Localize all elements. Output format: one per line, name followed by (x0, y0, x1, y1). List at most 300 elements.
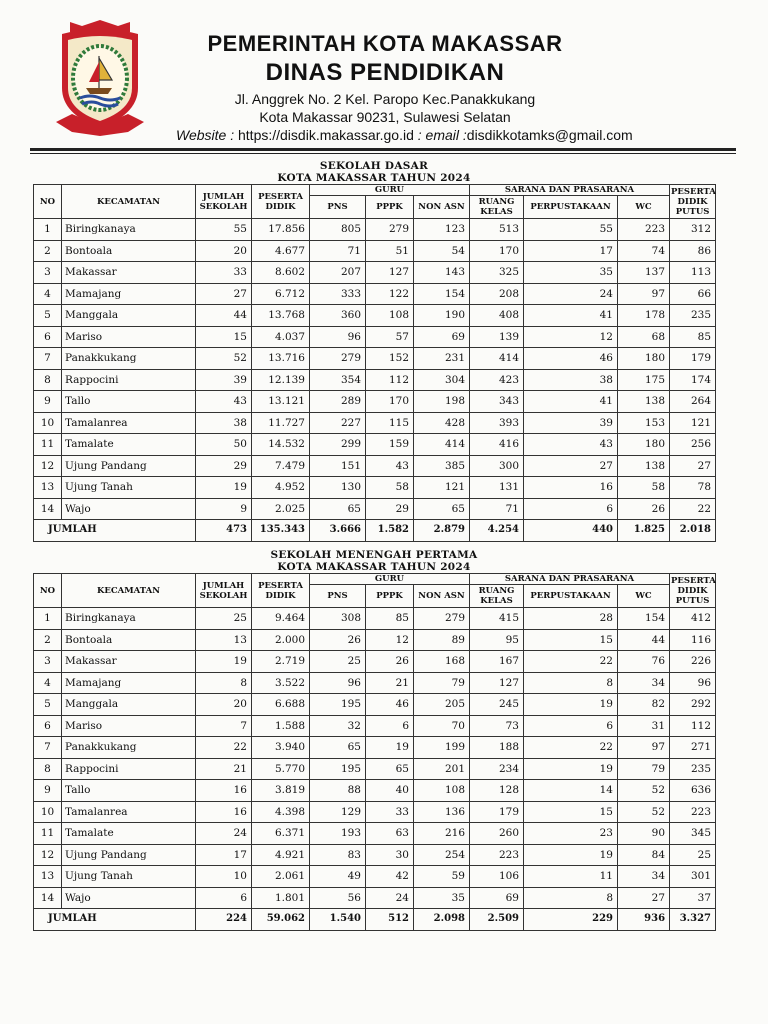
cell-wc: 1.825 (618, 520, 670, 542)
cell-pns: 299 (310, 434, 366, 456)
cell-peserta-didik: 11.727 (252, 412, 310, 434)
cell-peserta-didik: 12.139 (252, 369, 310, 391)
cell-kecamatan: Tallo (62, 391, 196, 413)
cell-peserta-didik: 2.000 (252, 629, 310, 651)
cell-pns: 354 (310, 369, 366, 391)
cell-no: 10 (34, 801, 62, 823)
cell-pppk: 46 (366, 694, 414, 716)
cell-ruang-kelas: 415 (470, 608, 524, 630)
website-link[interactable]: https://disdik.makassar.go.id (234, 127, 414, 143)
cell-wc: 180 (618, 434, 670, 456)
cell-wc: 76 (618, 651, 670, 673)
cell-non-asn: 89 (414, 629, 470, 651)
cell-pppk: 108 (366, 305, 414, 327)
cell-ruang-kelas: 414 (470, 348, 524, 370)
cell-putus: 86 (670, 240, 716, 262)
cell-putus: 66 (670, 283, 716, 305)
cell-perpustakaan: 12 (524, 326, 618, 348)
cell-jumlah-sekolah: 224 (196, 909, 252, 931)
cell-non-asn: 35 (414, 887, 470, 909)
cell-non-asn: 121 (414, 477, 470, 499)
cell-jumlah-sekolah: 15 (196, 326, 252, 348)
cell-peserta-didik: 13.768 (252, 305, 310, 327)
cell-jumlah-sekolah: 38 (196, 412, 252, 434)
table-row (34, 608, 716, 630)
smp-section (33, 549, 715, 931)
cell-ruang-kelas: 245 (470, 694, 524, 716)
cell-non-asn: 59 (414, 866, 470, 888)
cell-kecamatan: Makassar (62, 651, 196, 673)
table-row (34, 283, 716, 305)
cell-wc: 68 (618, 326, 670, 348)
cell-ruang-kelas: 71 (470, 498, 524, 520)
cell-putus: 116 (670, 629, 716, 651)
col-jumlah-sekolah (196, 574, 252, 608)
cell-wc: 97 (618, 737, 670, 759)
cell-peserta-didik: 13.121 (252, 391, 310, 413)
cell-no: 5 (34, 694, 62, 716)
email-label: : email : (413, 127, 467, 143)
cell-kecamatan: Ujung Tanah (62, 477, 196, 499)
cell-ruang-kelas: 325 (470, 262, 524, 284)
cell-jumlah-sekolah: 29 (196, 455, 252, 477)
col-jumlah-sekolah-l1: JUMLAH (202, 580, 245, 591)
cell-non-asn: 143 (414, 262, 470, 284)
col-non-asn: NON ASN (414, 585, 470, 608)
table-row (34, 326, 716, 348)
cell-no: 2 (34, 240, 62, 262)
table-row (34, 477, 716, 499)
cell-putus: 235 (670, 305, 716, 327)
cell-pppk: 29 (366, 498, 414, 520)
cell-pppk: 33 (366, 801, 414, 823)
col-kecamatan: KECAMATAN (62, 574, 196, 608)
cell-no: 1 (34, 219, 62, 241)
col-ruang-kelas-l2: KELAS (480, 596, 513, 606)
cell-kecamatan: Wajo (62, 887, 196, 909)
cell-jumlah-sekolah: 50 (196, 434, 252, 456)
smp-title: SEKOLAH MENENGAH PERTAMA (270, 549, 478, 561)
cell-peserta-didik: 4.921 (252, 844, 310, 866)
cell-wc: 178 (618, 305, 670, 327)
letterhead-agency: DINAS PENDIDIKAN (265, 59, 505, 86)
cell-perpustakaan: 6 (524, 715, 618, 737)
col-putus (670, 574, 716, 608)
table-row (34, 887, 716, 909)
cell-wc: 52 (618, 801, 670, 823)
col-putus-l3: PUTUS (675, 595, 710, 606)
cell-putus: 223 (670, 801, 716, 823)
cell-perpustakaan: 15 (524, 801, 618, 823)
cell-pppk: 21 (366, 672, 414, 694)
cell-ruang-kelas: 208 (470, 283, 524, 305)
cell-peserta-didik: 1.588 (252, 715, 310, 737)
cell-pns: 65 (310, 737, 366, 759)
col-putus-l1: PESERTA (671, 186, 716, 197)
col-jumlah-sekolah-l2: SEKOLAH (199, 590, 248, 601)
cell-no: 11 (34, 823, 62, 845)
cell-pppk: 112 (366, 369, 414, 391)
cell-pns: 805 (310, 219, 366, 241)
cell-ruang-kelas: 188 (470, 737, 524, 759)
total-row (34, 520, 716, 542)
cell-perpustakaan: 39 (524, 412, 618, 434)
table-row (34, 801, 716, 823)
cell-kecamatan: Ujung Pandang (62, 844, 196, 866)
cell-jumlah-sekolah: 33 (196, 262, 252, 284)
cell-non-asn: 79 (414, 672, 470, 694)
cell-perpustakaan: 17 (524, 240, 618, 262)
col-no: NO (34, 185, 62, 219)
cell-non-asn: 65 (414, 498, 470, 520)
cell-pns: 193 (310, 823, 366, 845)
cell-putus: 271 (670, 737, 716, 759)
cell-kecamatan: Ujung Pandang (62, 455, 196, 477)
cell-putus: 78 (670, 477, 716, 499)
cell-putus: 96 (670, 672, 716, 694)
cell-kecamatan: Tamalate (62, 823, 196, 845)
makassar-city-emblem-icon (52, 18, 148, 136)
cell-no: 4 (34, 283, 62, 305)
cell-non-asn: 123 (414, 219, 470, 241)
cell-non-asn: 205 (414, 694, 470, 716)
cell-putus: 292 (670, 694, 716, 716)
email-link[interactable]: disdikkotamks@gmail.com (466, 127, 633, 143)
cell-jumlah-sekolah: 39 (196, 369, 252, 391)
col-jumlah-sekolah (196, 185, 252, 219)
cell-peserta-didik: 2.719 (252, 651, 310, 673)
cell-no: 8 (34, 369, 62, 391)
col-pppk: PPPK (366, 196, 414, 219)
cell-pppk: 24 (366, 887, 414, 909)
cell-jumlah-sekolah: 10 (196, 866, 252, 888)
cell-ruang-kelas: 260 (470, 823, 524, 845)
cell-no: 6 (34, 715, 62, 737)
table-row (34, 434, 716, 456)
table-row (34, 219, 716, 241)
table-row (34, 715, 716, 737)
cell-non-asn: 69 (414, 326, 470, 348)
cell-jumlah-sekolah: 8 (196, 672, 252, 694)
cell-putus: 112 (670, 715, 716, 737)
table-row (34, 348, 716, 370)
col-pns: PNS (310, 585, 366, 608)
cell-ruang-kelas: 69 (470, 887, 524, 909)
table-row (34, 391, 716, 413)
cell-putus: 256 (670, 434, 716, 456)
cell-no: 3 (34, 262, 62, 284)
cell-no: 13 (34, 477, 62, 499)
letterhead-rule-thin (30, 153, 736, 154)
col-jumlah-sekolah-l1: JUMLAH (202, 191, 245, 202)
cell-wc: 154 (618, 608, 670, 630)
cell-total-label: JUMLAH (34, 909, 196, 931)
col-sarana: SARANA DAN PRASARANA (470, 185, 670, 196)
cell-putus: 312 (670, 219, 716, 241)
cell-peserta-didik: 59.062 (252, 909, 310, 931)
cell-wc: 26 (618, 498, 670, 520)
cell-jumlah-sekolah: 20 (196, 694, 252, 716)
cell-perpustakaan: 35 (524, 262, 618, 284)
cell-pppk: 30 (366, 844, 414, 866)
cell-wc: 90 (618, 823, 670, 845)
letterhead-contact (176, 127, 633, 143)
col-pns: PNS (310, 196, 366, 219)
cell-kecamatan: Mariso (62, 715, 196, 737)
col-putus-l3: PUTUS (675, 206, 710, 217)
table-row (34, 651, 716, 673)
cell-non-asn: 2.879 (414, 520, 470, 542)
cell-kecamatan: Bontoala (62, 240, 196, 262)
cell-pns: 25 (310, 651, 366, 673)
cell-pns: 32 (310, 715, 366, 737)
table-row (34, 455, 716, 477)
cell-non-asn: 254 (414, 844, 470, 866)
cell-pppk: 65 (366, 758, 414, 780)
cell-no: 12 (34, 844, 62, 866)
letterhead (170, 30, 600, 126)
cell-ruang-kelas: 4.254 (470, 520, 524, 542)
sd-table (33, 184, 716, 542)
cell-ruang-kelas: 343 (470, 391, 524, 413)
cell-no: 4 (34, 672, 62, 694)
col-peserta-didik (252, 574, 310, 608)
cell-ruang-kelas: 106 (470, 866, 524, 888)
cell-peserta-didik: 4.952 (252, 477, 310, 499)
col-guru: GURU (310, 185, 470, 196)
cell-perpustakaan: 14 (524, 780, 618, 802)
cell-pppk: 19 (366, 737, 414, 759)
table-row (34, 758, 716, 780)
cell-kecamatan: Tallo (62, 780, 196, 802)
cell-pns: 207 (310, 262, 366, 284)
cell-perpustakaan: 8 (524, 887, 618, 909)
cell-no: 11 (34, 434, 62, 456)
table-row (34, 866, 716, 888)
cell-ruang-kelas: 167 (470, 651, 524, 673)
cell-non-asn: 168 (414, 651, 470, 673)
cell-peserta-didik: 4.398 (252, 801, 310, 823)
cell-no: 1 (34, 608, 62, 630)
col-perpustakaan: PERPUSTAKAAN (524, 585, 618, 608)
cell-pppk: 51 (366, 240, 414, 262)
cell-non-asn: 201 (414, 758, 470, 780)
cell-no: 14 (34, 887, 62, 909)
cell-pppk: 115 (366, 412, 414, 434)
cell-peserta-didik: 2.025 (252, 498, 310, 520)
cell-wc: 138 (618, 391, 670, 413)
cell-pns: 83 (310, 844, 366, 866)
cell-jumlah-sekolah: 21 (196, 758, 252, 780)
cell-pns: 129 (310, 801, 366, 823)
cell-perpustakaan: 41 (524, 305, 618, 327)
cell-perpustakaan: 19 (524, 694, 618, 716)
cell-wc: 175 (618, 369, 670, 391)
cell-pppk: 279 (366, 219, 414, 241)
col-peserta-didik-l2: DIDIK (265, 590, 296, 601)
website-label: Website : (176, 127, 235, 143)
cell-peserta-didik: 4.037 (252, 326, 310, 348)
cell-wc: 27 (618, 887, 670, 909)
table-row (34, 780, 716, 802)
cell-putus: 412 (670, 608, 716, 630)
cell-ruang-kelas: 73 (470, 715, 524, 737)
sd-subtitle: KOTA MAKASSAR TAHUN 2024 (277, 172, 471, 184)
cell-pns: 289 (310, 391, 366, 413)
cell-putus: 22 (670, 498, 716, 520)
cell-non-asn: 199 (414, 737, 470, 759)
cell-putus: 179 (670, 348, 716, 370)
table-row (34, 737, 716, 759)
cell-jumlah-sekolah: 17 (196, 844, 252, 866)
cell-ruang-kelas: 2.509 (470, 909, 524, 931)
cell-pppk: 6 (366, 715, 414, 737)
sd-table-body (34, 219, 716, 542)
cell-wc: 34 (618, 866, 670, 888)
cell-no: 13 (34, 866, 62, 888)
cell-wc: 82 (618, 694, 670, 716)
cell-no: 6 (34, 326, 62, 348)
cell-pppk: 170 (366, 391, 414, 413)
cell-ruang-kelas: 179 (470, 801, 524, 823)
cell-kecamatan: Ujung Tanah (62, 866, 196, 888)
cell-pns: 195 (310, 694, 366, 716)
cell-jumlah-sekolah: 473 (196, 520, 252, 542)
cell-ruang-kelas: 127 (470, 672, 524, 694)
cell-jumlah-sekolah: 44 (196, 305, 252, 327)
smp-table-body (34, 608, 716, 931)
col-peserta-didik-l2: DIDIK (265, 201, 296, 212)
cell-pppk: 42 (366, 866, 414, 888)
cell-ruang-kelas: 393 (470, 412, 524, 434)
col-peserta-didik-l1: PESERTA (258, 191, 303, 202)
letterhead-city: Kota Makassar 90231, Sulawesi Selatan (259, 109, 511, 125)
cell-non-asn: 414 (414, 434, 470, 456)
col-ruang-kelas-l1: RUANG (478, 197, 515, 207)
smp-subtitle: KOTA MAKASSAR TAHUN 2024 (277, 561, 471, 573)
cell-non-asn: 2.098 (414, 909, 470, 931)
col-peserta-didik-l1: PESERTA (258, 580, 303, 591)
cell-perpustakaan: 15 (524, 629, 618, 651)
cell-pns: 96 (310, 326, 366, 348)
cell-pns: 130 (310, 477, 366, 499)
cell-jumlah-sekolah: 20 (196, 240, 252, 262)
cell-peserta-didik: 3.940 (252, 737, 310, 759)
table-row (34, 262, 716, 284)
col-ruang-kelas (470, 585, 524, 608)
cell-pns: 333 (310, 283, 366, 305)
cell-putus: 25 (670, 844, 716, 866)
cell-non-asn: 216 (414, 823, 470, 845)
cell-kecamatan: Manggala (62, 305, 196, 327)
cell-kecamatan: Panakkukang (62, 348, 196, 370)
cell-putus: 2.018 (670, 520, 716, 542)
cell-pns: 49 (310, 866, 366, 888)
cell-total-label: JUMLAH (34, 520, 196, 542)
cell-perpustakaan: 43 (524, 434, 618, 456)
cell-perpustakaan: 19 (524, 844, 618, 866)
cell-kecamatan: Tamalate (62, 434, 196, 456)
cell-pppk: 152 (366, 348, 414, 370)
cell-pns: 26 (310, 629, 366, 651)
cell-perpustakaan: 16 (524, 477, 618, 499)
cell-kecamatan: Manggala (62, 694, 196, 716)
col-perpustakaan: PERPUSTAKAAN (524, 196, 618, 219)
cell-no: 7 (34, 737, 62, 759)
cell-putus: 3.327 (670, 909, 716, 931)
cell-peserta-didik: 13.716 (252, 348, 310, 370)
col-wc: WC (618, 196, 670, 219)
cell-peserta-didik: 6.712 (252, 283, 310, 305)
col-guru: GURU (310, 574, 470, 585)
cell-pns: 195 (310, 758, 366, 780)
cell-perpustakaan: 11 (524, 866, 618, 888)
cell-peserta-didik: 1.801 (252, 887, 310, 909)
cell-pppk: 57 (366, 326, 414, 348)
total-row (34, 909, 716, 931)
cell-peserta-didik: 14.532 (252, 434, 310, 456)
cell-non-asn: 385 (414, 455, 470, 477)
cell-non-asn: 304 (414, 369, 470, 391)
cell-non-asn: 231 (414, 348, 470, 370)
cell-wc: 84 (618, 844, 670, 866)
smp-table (33, 573, 716, 931)
cell-jumlah-sekolah: 25 (196, 608, 252, 630)
col-sarana: SARANA DAN PRASARANA (470, 574, 670, 585)
cell-ruang-kelas: 300 (470, 455, 524, 477)
col-no: NO (34, 574, 62, 608)
cell-no: 10 (34, 412, 62, 434)
col-pppk: PPPK (366, 585, 414, 608)
cell-ruang-kelas: 513 (470, 219, 524, 241)
cell-peserta-didik: 7.479 (252, 455, 310, 477)
col-ruang-kelas (470, 196, 524, 219)
cell-no: 8 (34, 758, 62, 780)
cell-putus: 174 (670, 369, 716, 391)
cell-peserta-didik: 5.770 (252, 758, 310, 780)
cell-pns: 56 (310, 887, 366, 909)
cell-ruang-kelas: 95 (470, 629, 524, 651)
cell-wc: 52 (618, 780, 670, 802)
cell-putus: 113 (670, 262, 716, 284)
cell-putus: 301 (670, 866, 716, 888)
cell-jumlah-sekolah: 24 (196, 823, 252, 845)
cell-kecamatan: Rappocini (62, 758, 196, 780)
cell-pppk: 512 (366, 909, 414, 931)
cell-pppk: 43 (366, 455, 414, 477)
cell-perpustakaan: 41 (524, 391, 618, 413)
cell-wc: 153 (618, 412, 670, 434)
cell-wc: 180 (618, 348, 670, 370)
cell-kecamatan: Panakkukang (62, 737, 196, 759)
cell-peserta-didik: 9.464 (252, 608, 310, 630)
cell-putus: 85 (670, 326, 716, 348)
cell-ruang-kelas: 139 (470, 326, 524, 348)
cell-putus: 27 (670, 455, 716, 477)
col-putus-l1: PESERTA (671, 575, 716, 586)
cell-ruang-kelas: 408 (470, 305, 524, 327)
cell-wc: 137 (618, 262, 670, 284)
table-row (34, 823, 716, 845)
cell-kecamatan: Rappocini (62, 369, 196, 391)
cell-non-asn: 70 (414, 715, 470, 737)
cell-wc: 44 (618, 629, 670, 651)
sd-title: SEKOLAH DASAR (319, 160, 429, 172)
table-row (34, 629, 716, 651)
cell-perpustakaan: 8 (524, 672, 618, 694)
cell-no: 3 (34, 651, 62, 673)
cell-non-asn: 190 (414, 305, 470, 327)
